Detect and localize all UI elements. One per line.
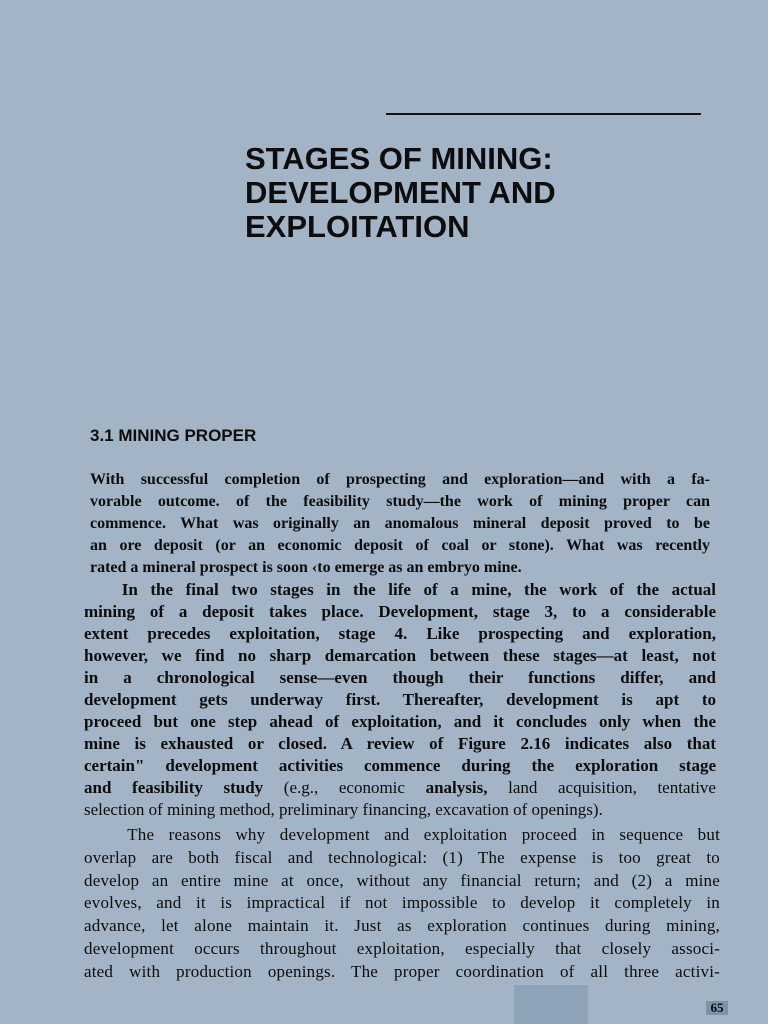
text-line: mining of a deposit takes place. Development, stage 3, to a considerable	[84, 602, 716, 621]
text-line: mine is exhausted or closed. A review of Figure 2.16 indicates also that	[84, 734, 716, 753]
chapter-title-line: STAGES OF MINING:	[245, 141, 553, 176]
text-line: selection of mining method, preliminary financing, excavation of openings).	[84, 800, 603, 819]
page-number: 65	[706, 1001, 728, 1015]
text-line: ated with production openings. The proper coordination of all three activi-	[84, 961, 720, 981]
bold-phrase: and feasibility study	[84, 778, 264, 797]
text-line: overlap are both fiscal and technological: (1) The expense is too great to	[84, 847, 720, 867]
text-line: commence. What was originally an anomalous mineral deposit proved to be	[90, 515, 710, 532]
text-line: In the final two stages in the life of a mine, the work of the actual	[84, 580, 716, 599]
text-line: With successful completion of prospecting and exploration—and with a fa-	[90, 471, 710, 488]
text-line: however, we find no sharp demarcation between these stages—at least, not	[84, 646, 716, 665]
text-line: development occurs throughout exploitation, especially that closely associ-	[84, 938, 720, 958]
normal-phrase: (e.g., economic	[263, 778, 426, 797]
text-line: vorable outcome. of the feasibility study—the work of mining proper can	[90, 493, 710, 510]
intro-paragraph	[90, 469, 710, 579]
text-line: development gets underway first. Thereafter, development is apt to	[84, 690, 716, 709]
chapter-title-line: DEVELOPMENT AND	[245, 175, 556, 210]
text-line: in a chronological sense—even though their functions differ, and	[84, 668, 716, 687]
title-rule	[386, 113, 701, 115]
text-line: an ore deposit (or an economic deposit of coal or stone). What was recently	[90, 537, 710, 554]
text-line: develop an entire mine at once, without any financial return; and (2) a mine	[84, 870, 720, 890]
text-line: extent precedes exploitation, stage 4. Like prospecting and exploration,	[84, 624, 716, 643]
text-line-mixed	[84, 777, 716, 799]
chapter-title	[245, 142, 725, 244]
text-line: rated a mineral prospect is soon ‹to emerge as an embryo mine.	[90, 559, 522, 576]
text-line: proceed but one step ahead of exploitation, and it concludes only when the	[84, 712, 716, 731]
text-line: certain" development activities commence during the exploration stage	[84, 756, 716, 775]
page-thumbnail-block	[514, 985, 588, 1024]
text-line: advance, let alone maintain it. Just as exploration continues during mining,	[84, 916, 720, 936]
chapter-title-line: EXPLOITATION	[245, 209, 470, 244]
section-heading: 3.1 MINING PROPER	[90, 426, 257, 445]
text-line: evolves, and it is impractical if not impossible to develop it completely in	[84, 893, 720, 913]
text-line: The reasons why development and exploitation proceed in sequence but	[84, 825, 720, 844]
body-paragraph-reasons	[84, 824, 720, 984]
bold-phrase: analysis,	[425, 778, 488, 797]
body-paragraph-stages	[84, 579, 716, 821]
normal-phrase: land acquisition, tentative	[487, 778, 716, 797]
